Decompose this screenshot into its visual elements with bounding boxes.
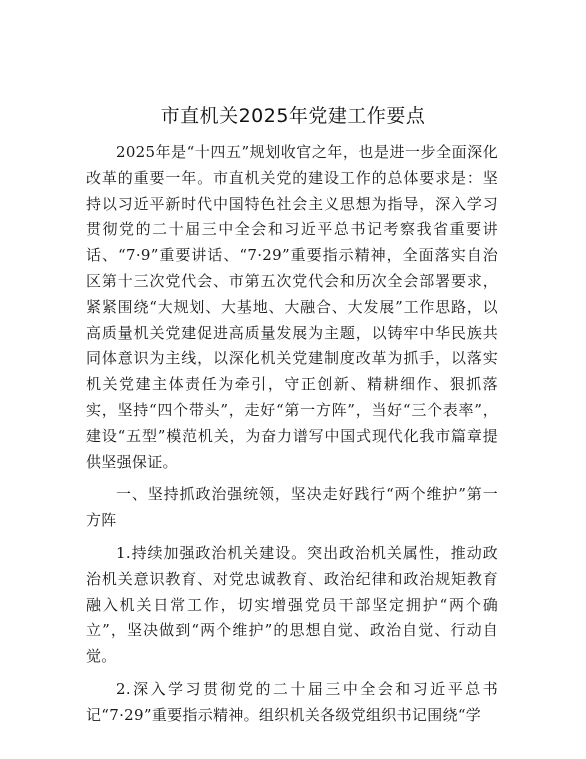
intro-paragraph: 2025年是“十四五”规划收官之年，也是进一步全面深化改革的重要一年。市直机关党的建设工作的总体要求是：坚持以习近平新时代中国特色社会主义思想为指导，深入学习贯彻党的二十届三中全会和习近平总书记考察我省重要讲话、“7·9”重要讲话、“7·29”重要指示精神，全面落实自治区第十三次党代会、市第五次党代会和历次全会部署要求，紧紧围绕“大规划、大基地、大融合、大发展”工作思路，以高质量机关党建促进高质量发展为主题，以铸牢中华民族共同体意识为主线，以深化机关党建制度改革为抓手，以落实机关党建主体责任为牵引，守正创新、精耕细作、狠抓落实，坚持“四个带头”，走好“第一方阵”，当好“三个表率”，建设“五型”模范机关，为奋力谱写中国式现代化我市篇章提供坚强保证。 — [86, 143, 498, 471]
item-paragraph-2: 2.深入学习贯彻党的二十届三中全会和习近平总书记“7·29”重要指示精神。组织机关各级党组织书记围绕“学 — [86, 679, 498, 724]
section-heading-1: 一、坚持抓政治强统领，坚决走好践行“两个维护”第一方阵 — [86, 485, 498, 530]
item-paragraph-1: 1.持续加强政治机关建设。突出政治机关属性，推动政治机关意识教育、对党忠诚教育、政治纪律和政治规矩教育融入机关日常工作，切实增强党员干部坚定拥护“两个确立”，坚决做到“两个维护”的思想自觉、政治自觉、行动自觉。 — [86, 543, 498, 666]
document-title: 市直机关2025年党建工作要点 — [160, 105, 426, 127]
document-body — [86, 140, 498, 736]
